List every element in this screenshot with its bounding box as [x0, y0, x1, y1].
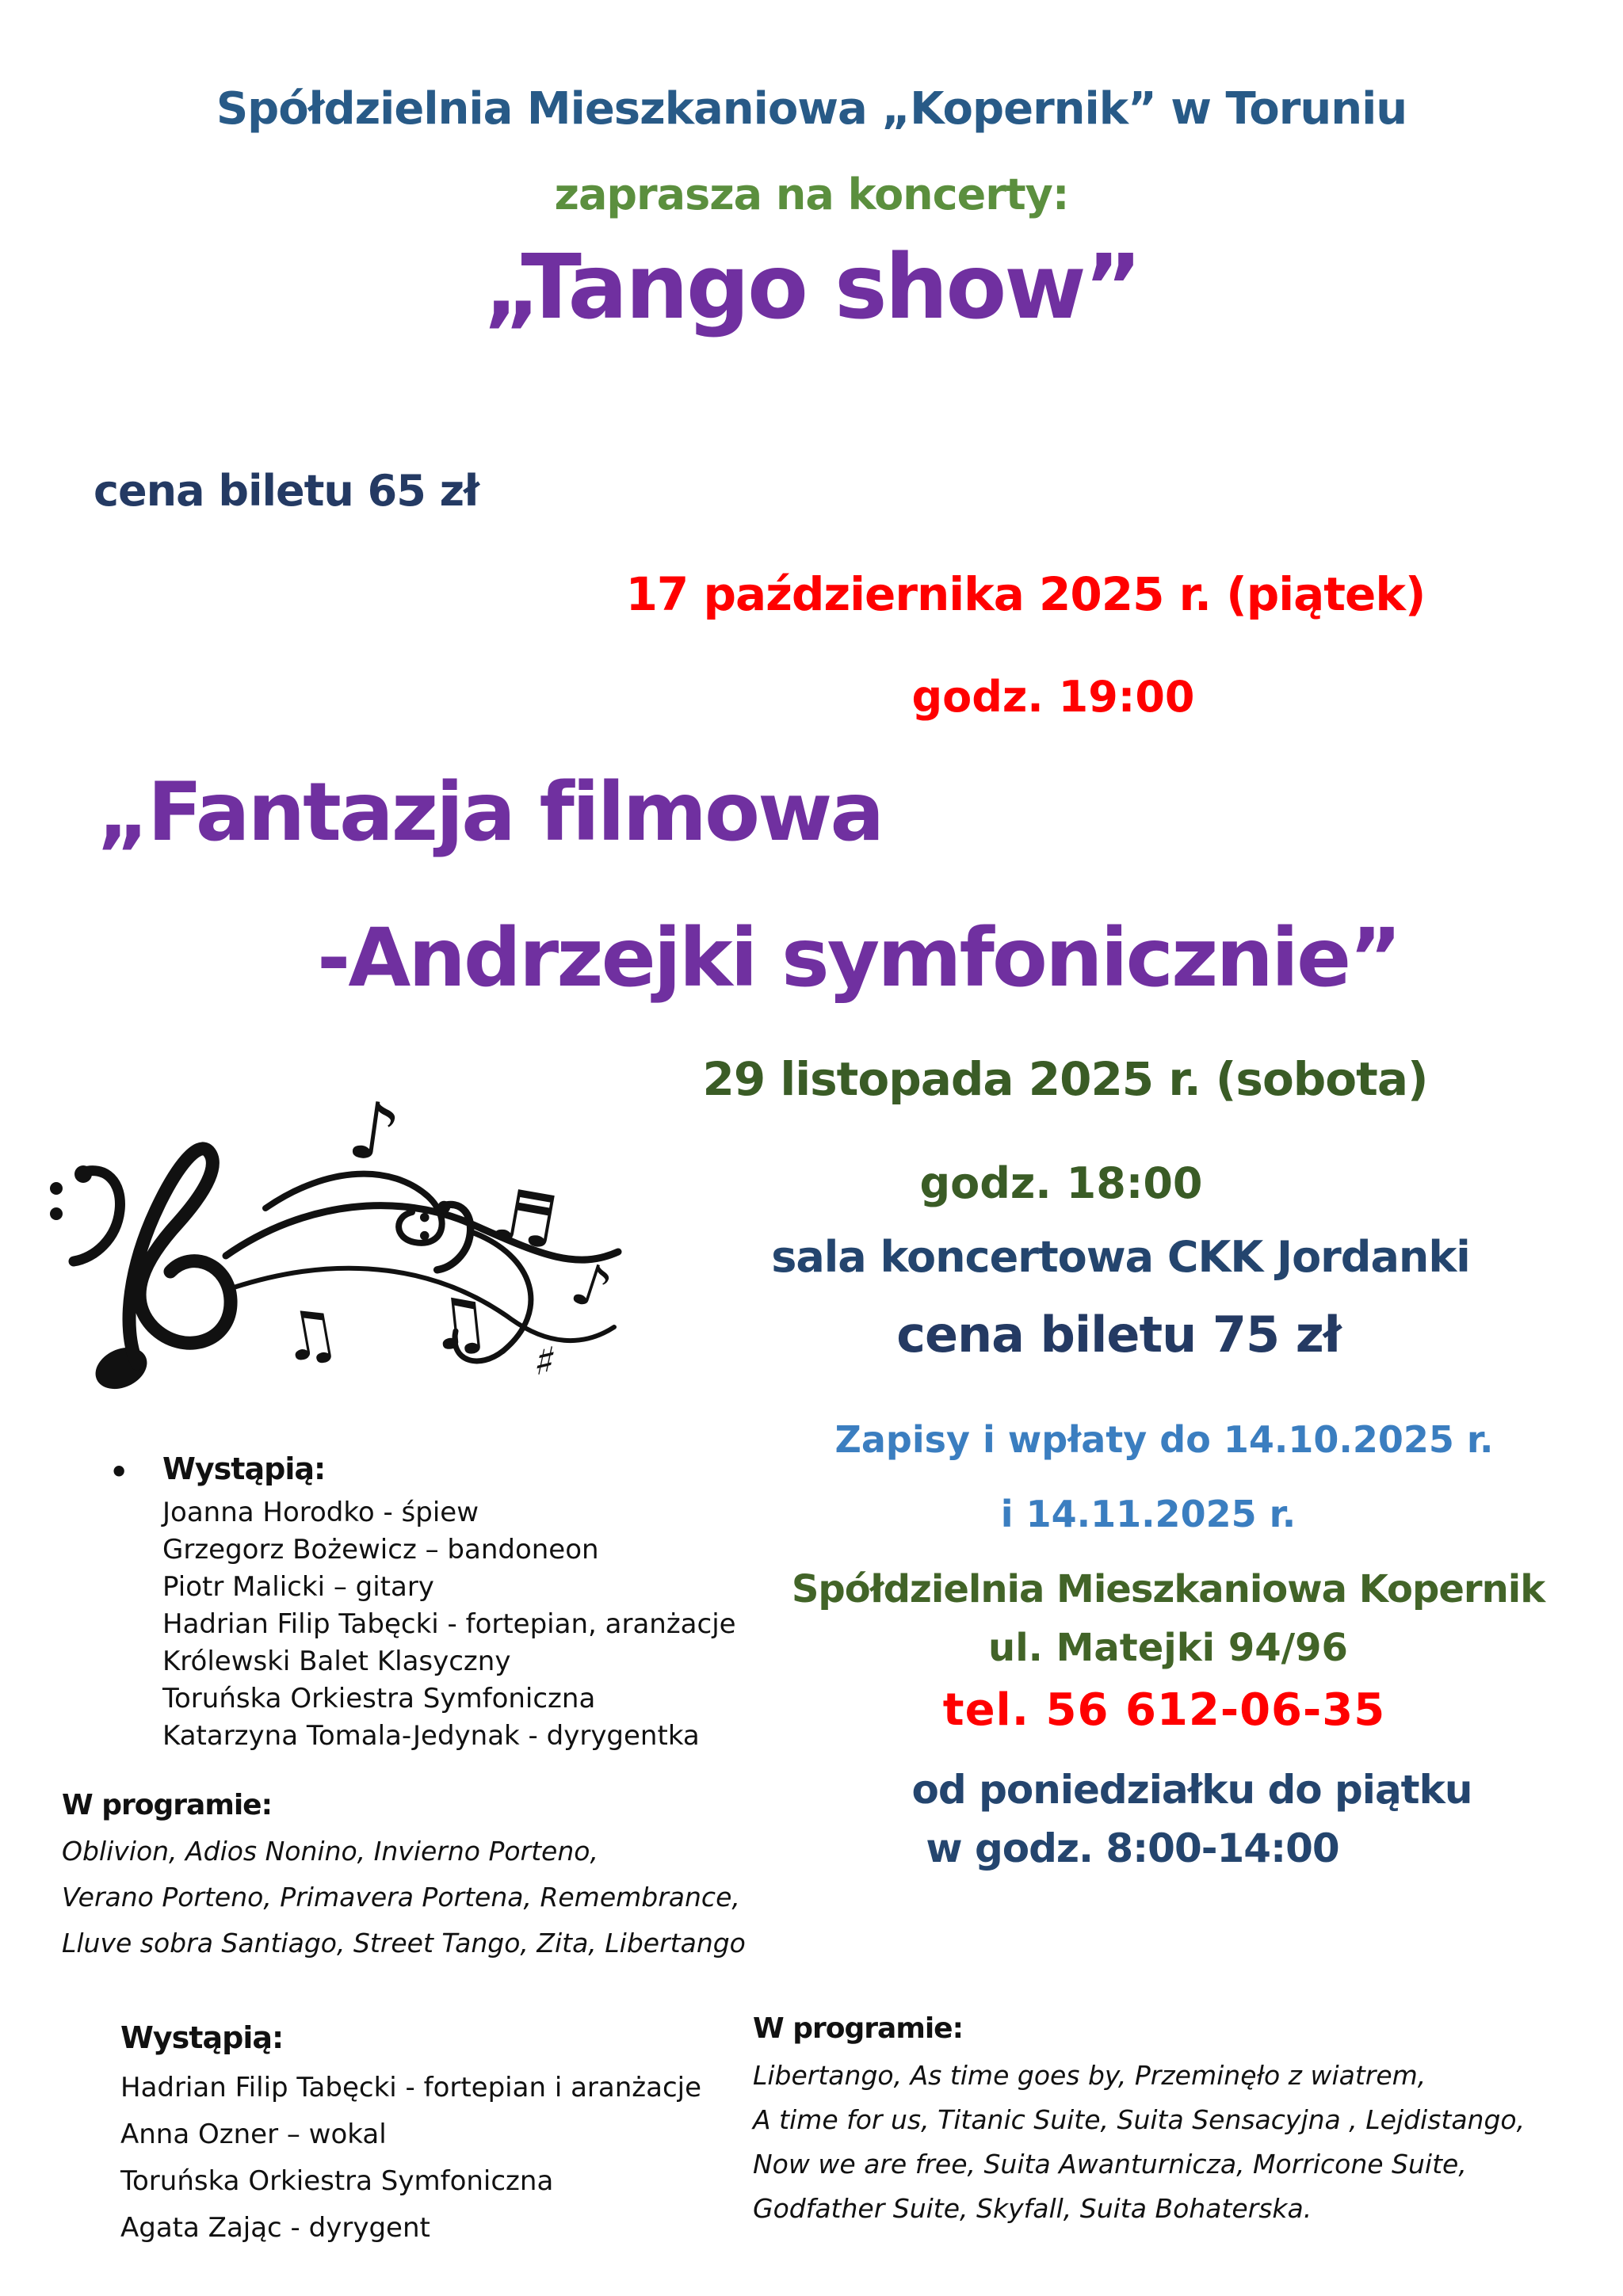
program2-line: Now we are free, Suita Awanturnicza, Morricone Suite,	[753, 2149, 1467, 2180]
program1-line: Oblivion, Adios Nonino, Invierno Porteno,	[62, 1836, 598, 1867]
concert2-title-line1: „Fantazja filmowa	[97, 765, 883, 860]
program1-line: Lluve sobra Santiago, Street Tango, Zita, Libertango	[62, 1928, 746, 1958]
contact-org: Spółdzielnia Mieszkaniowa Kopernik	[791, 1567, 1545, 1611]
performers1-heading: Wystąpią:	[162, 1451, 326, 1486]
signup-deadline-line1: Zapisy i wpłaty do 14.10.2025 r.	[834, 1418, 1494, 1461]
program1-line: Verano Porteno, Primavera Portena, Remembrance,	[62, 1882, 740, 1913]
concert1-title: „Tango show”	[483, 236, 1140, 339]
performers2-list	[120, 2065, 701, 2252]
program1-list	[62, 1829, 746, 1966]
contact-address: ul. Matejki 94/96	[988, 1626, 1348, 1670]
signup-deadline-line2: i 14.11.2025 r.	[1000, 1493, 1296, 1535]
concert2-price: cena biletu 75 zł	[896, 1306, 1341, 1363]
concert1-time: godz. 19:00	[911, 672, 1195, 722]
performer-item: Hadrian Filip Tabęcki - fortepian i aranżacje	[120, 2072, 702, 2103]
performers2-heading: Wystąpią:	[120, 2020, 284, 2055]
music-note-icon: ♪	[342, 1082, 406, 1181]
treble-clef-icon	[89, 1149, 231, 1397]
performer-item: Katarzyna Tomala-Jedynak - dyrygentka	[162, 1720, 700, 1752]
program1-heading: W programie:	[62, 1789, 272, 1821]
performer-item: Hadrian Filip Tabęcki - fortepian, aranżacje	[162, 1608, 736, 1640]
office-hours-line1: od poniedziałku do piątku	[911, 1767, 1472, 1813]
music-note-icon: ♫	[423, 1280, 495, 1367]
performer-item: Grzegorz Bożewicz – bandoneon	[162, 1534, 599, 1566]
org-title: Spółdzielnia Mieszkaniowa „Kopernik” w Toruniu	[216, 83, 1407, 135]
invite-line: zaprasza na koncerty:	[554, 170, 1069, 219]
concert1-date: 17 października 2025 r. (piątek)	[625, 567, 1426, 621]
concert2-time: godz. 18:00	[919, 1158, 1203, 1208]
concert2-venue: sala koncertowa CKK Jordanki	[771, 1232, 1470, 1282]
office-hours-line2: w godz. 8:00-14:00	[926, 1825, 1339, 1871]
performer-item: Toruńska Orkiestra Symfoniczna	[120, 2165, 554, 2197]
bullet-marker: •	[109, 1455, 129, 1489]
program2-list	[753, 2054, 1525, 2231]
performer-item: Toruńska Orkiestra Symfoniczna	[162, 1683, 596, 1714]
performer-item: Agata Zając - dyrygent	[120, 2212, 430, 2244]
concert1-price: cena biletu 65 zł	[94, 466, 479, 516]
concert2-title-line2: -Andrzejki symfonicznie”	[317, 911, 1400, 1005]
program2-line: A time for us, Titanic Suite, Suita Sensacyjna , Lejdistango,	[753, 2104, 1526, 2135]
music-note-icon: ♪	[563, 1248, 621, 1325]
program2-line: Godfather Suite, Skyfall, Suita Bohaterska.	[753, 2193, 1312, 2224]
performer-item: Joanna Horodko - śpiew	[162, 1497, 479, 1528]
sharp-icon: ♯	[530, 1337, 560, 1387]
program2-heading: W programie:	[753, 2012, 963, 2045]
performer-item: Królewski Balet Klasyczny	[162, 1646, 511, 1677]
concert2-date: 29 listopada 2025 r. (sobota)	[702, 1052, 1428, 1106]
program2-line: Libertango, As time goes by, Przeminęło z wiatrem,	[753, 2060, 1426, 2091]
performers1-list	[162, 1494, 736, 1755]
music-note-icon: ♬	[484, 1171, 564, 1267]
music-notes-clipart	[28, 1082, 630, 1406]
music-note-icon: ♫	[273, 1291, 346, 1379]
performer-item: Anna Ozner – wokal	[120, 2119, 387, 2150]
performer-item: Piotr Malicki – gitary	[162, 1571, 434, 1603]
contact-phone: tel. 56 612-06-35	[942, 1684, 1386, 1736]
